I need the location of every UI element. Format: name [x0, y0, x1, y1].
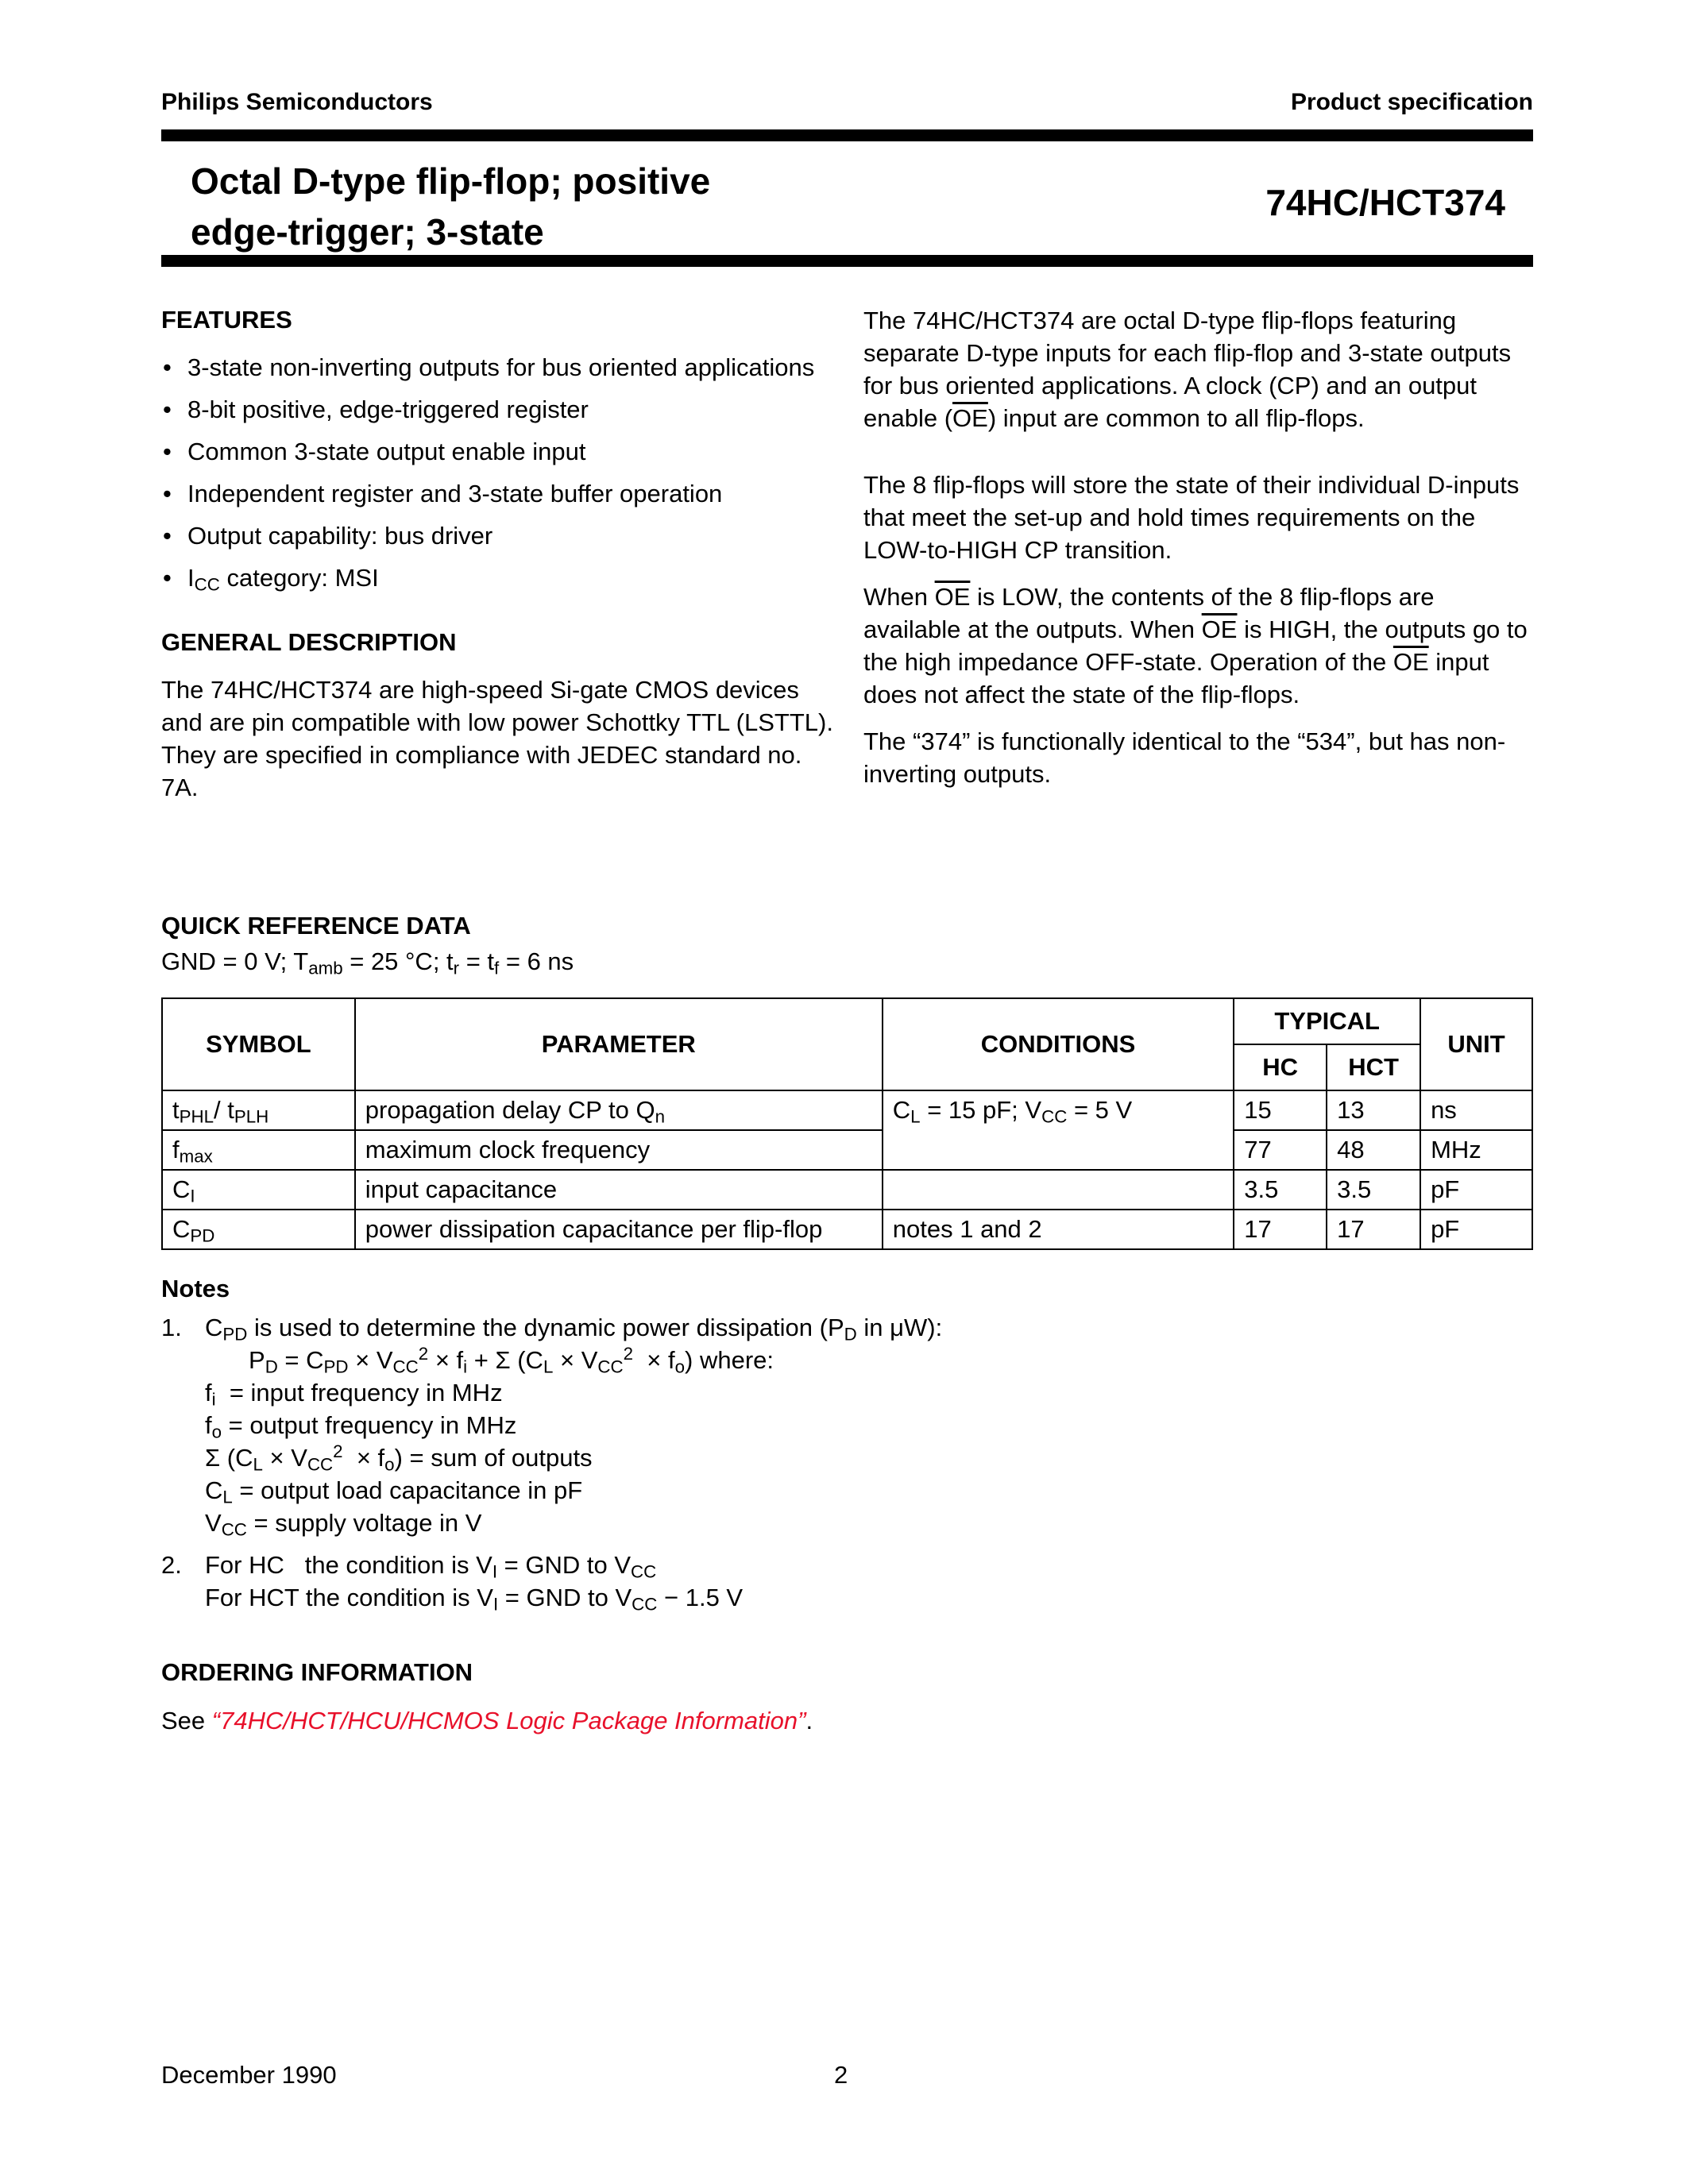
note-2 — [161, 1549, 1512, 1614]
symbol-cell: $f_{max}$ — [162, 1130, 355, 1170]
column-header-unit: UNIT — [1420, 998, 1532, 1090]
note-1-body: $C_{PD}$ is used to determine the dynamic power dissipation ($P_D$ in μW): $P_D = C_{PD} \times V_{CC}^2 \times f_i + \Sigma$ $(C_L \times V_{CC}^2 \times f_o)$ where: $f_i$ = input frequency in MHz $f_o$ = output frequency in MHz Σ $(C_L \times V_{CC}^2 \times f_o)$ = sum of outputs $C_L$ = output load capacitance in pF $V_{CC}$ = supply voltage in V — [205, 1314, 943, 1540]
feature-item: • Independent register and 3-state buffer operation — [161, 477, 844, 510]
hct-value-cell: 13 — [1327, 1090, 1420, 1130]
parameter-cell: input capacitance — [355, 1170, 883, 1210]
hct-value-cell: 48 — [1327, 1130, 1420, 1170]
header-rule — [161, 129, 1533, 141]
conditions-cell: notes 1 and 2 — [883, 1210, 1234, 1249]
table-row — [162, 1170, 1532, 1210]
feature-item: • Common 3-state output enable input — [161, 435, 844, 468]
title-line-2: edge-trigger; 3-state — [191, 211, 544, 253]
ordering-text: See “74HC/HCT/HCU/HCMOS Logic Package Information”. — [161, 1707, 813, 1734]
symbol-cell: $t_{PHL}/$ $t_{PLH}$ — [162, 1090, 355, 1130]
page-title — [191, 156, 906, 257]
parameter-cell: propagation delay CP to $Q_n$ — [355, 1090, 883, 1130]
ordering-heading: ORDERING INFORMATION — [161, 1658, 473, 1686]
column-header-conditions: CONDITIONS — [883, 998, 1234, 1090]
hc-value-cell: 15 — [1234, 1090, 1327, 1130]
right-column — [863, 304, 1531, 790]
description-paragraph-1: The 74HC/HCT374 are octal D-type flip-flops featuring separate D-type inputs for each flip-flop and 3-state outputs for bus oriented applications. A clock (CP) and an output enable $(\overline{OE})$ input are common to all flip-flops. — [863, 307, 1512, 432]
column-header-typical: TYPICAL — [1234, 998, 1420, 1044]
general-description-text: The 74HC/HCT374 are high-speed Si-gate CMOS devices and are pin compatible with low power Schottky TTL (LSTTL). They are specified in compliance with JEDEC standard no. 7A. — [161, 676, 833, 801]
description-paragraph-4: The “374” is functionally identical to the “534”, but has non-inverting outputs. — [863, 727, 1506, 788]
notes-section — [161, 1275, 1512, 1614]
table-row — [162, 1130, 1532, 1170]
company-name: Philips Semiconductors — [161, 89, 433, 115]
feature-item: • 3-state non-inverting outputs for bus oriented applications — [161, 351, 844, 384]
features-list — [161, 351, 844, 594]
description-paragraph-3: When $\overline{OE}$ is LOW, the contents of the 8 flip-flops are available at the outputs. When $\overline{OE}$ is HIGH, the outputs go to the high impedance OFF-state. Operation of the $\overline{OE}$ input does not affect the state of the flip-flops. — [863, 583, 1528, 708]
unit-cell: MHz — [1420, 1130, 1532, 1170]
column-header-symbol: SYMBOL — [162, 998, 355, 1090]
general-description-heading: GENERAL DESCRIPTION — [161, 628, 457, 656]
quick-reference-heading: QUICK REFERENCE DATA — [161, 912, 471, 940]
parameter-cell: power dissipation capacitance per flip-flop — [355, 1210, 883, 1249]
hc-value-cell: 17 — [1234, 1210, 1327, 1249]
features-heading: FEATURES — [161, 306, 292, 334]
column-header-hc: HC — [1234, 1044, 1327, 1090]
title-line-1: Octal D-type flip-flop; positive — [191, 160, 711, 202]
package-information-link[interactable]: “74HC/HCT/HCU/HCMOS Logic Package Information” — [211, 1707, 806, 1734]
quick-reference-conditions: GND = 0 V; $T_{amb} = 25$ °C; $t_r = t_f = 6$ ns — [161, 947, 574, 978]
note-number: 2. — [161, 1551, 182, 1579]
document-type: Product specification — [1290, 89, 1533, 115]
feature-item: • 8-bit positive, edge-triggered register — [161, 393, 844, 426]
unit-cell: pF — [1420, 1210, 1532, 1249]
notes-heading: Notes — [161, 1275, 230, 1302]
left-column — [161, 306, 844, 804]
conditions-cell: $C_L = 15$ pF; $V_{CC} = 5$ V — [883, 1090, 1234, 1170]
unit-cell: ns — [1420, 1090, 1532, 1130]
table-row — [162, 1090, 1532, 1130]
hc-value-cell: 77 — [1234, 1130, 1327, 1170]
page-number: 2 — [834, 2061, 848, 2089]
feature-item-icc: • $I_{CC}$ category: MSI — [161, 561, 844, 594]
symbol-cell: $C_I$ — [162, 1170, 355, 1210]
column-header-parameter: PARAMETER — [355, 998, 883, 1090]
footer-date: December 1990 — [161, 2061, 337, 2089]
symbol-cell: $C_{PD}$ — [162, 1210, 355, 1249]
oe-signal: $\overline{OE}$ — [952, 404, 988, 432]
feature-item: • Output capability: bus driver — [161, 519, 844, 552]
hct-value-cell: 17 — [1327, 1210, 1420, 1249]
hc-value-cell: 3.5 — [1234, 1170, 1327, 1210]
parameter-cell: maximum clock frequency — [355, 1130, 883, 1170]
part-number: 74HC/HCT374 — [1265, 182, 1505, 223]
unit-cell: pF — [1420, 1170, 1532, 1210]
note-1 — [161, 1311, 1512, 1539]
quick-reference-table — [161, 997, 1533, 1250]
title-rule — [161, 255, 1533, 267]
column-header-hct: HCT — [1327, 1044, 1420, 1090]
note-number: 1. — [161, 1314, 182, 1341]
note-2-body: For HC the condition is $V_I$ = GND to $V_{CC}$ For HCT the condition is $V_I$ = GND to $V_{CC} - 1.5$ V — [205, 1551, 744, 1615]
table-row — [162, 1210, 1532, 1249]
hct-value-cell: 3.5 — [1327, 1170, 1420, 1210]
conditions-cell — [883, 1170, 1234, 1210]
description-paragraph-2: The 8 flip-flops will store the state of their individual D-inputs that meet the set-up and hold times requirements on the LOW-to-HIGH CP transition. — [863, 471, 1520, 564]
